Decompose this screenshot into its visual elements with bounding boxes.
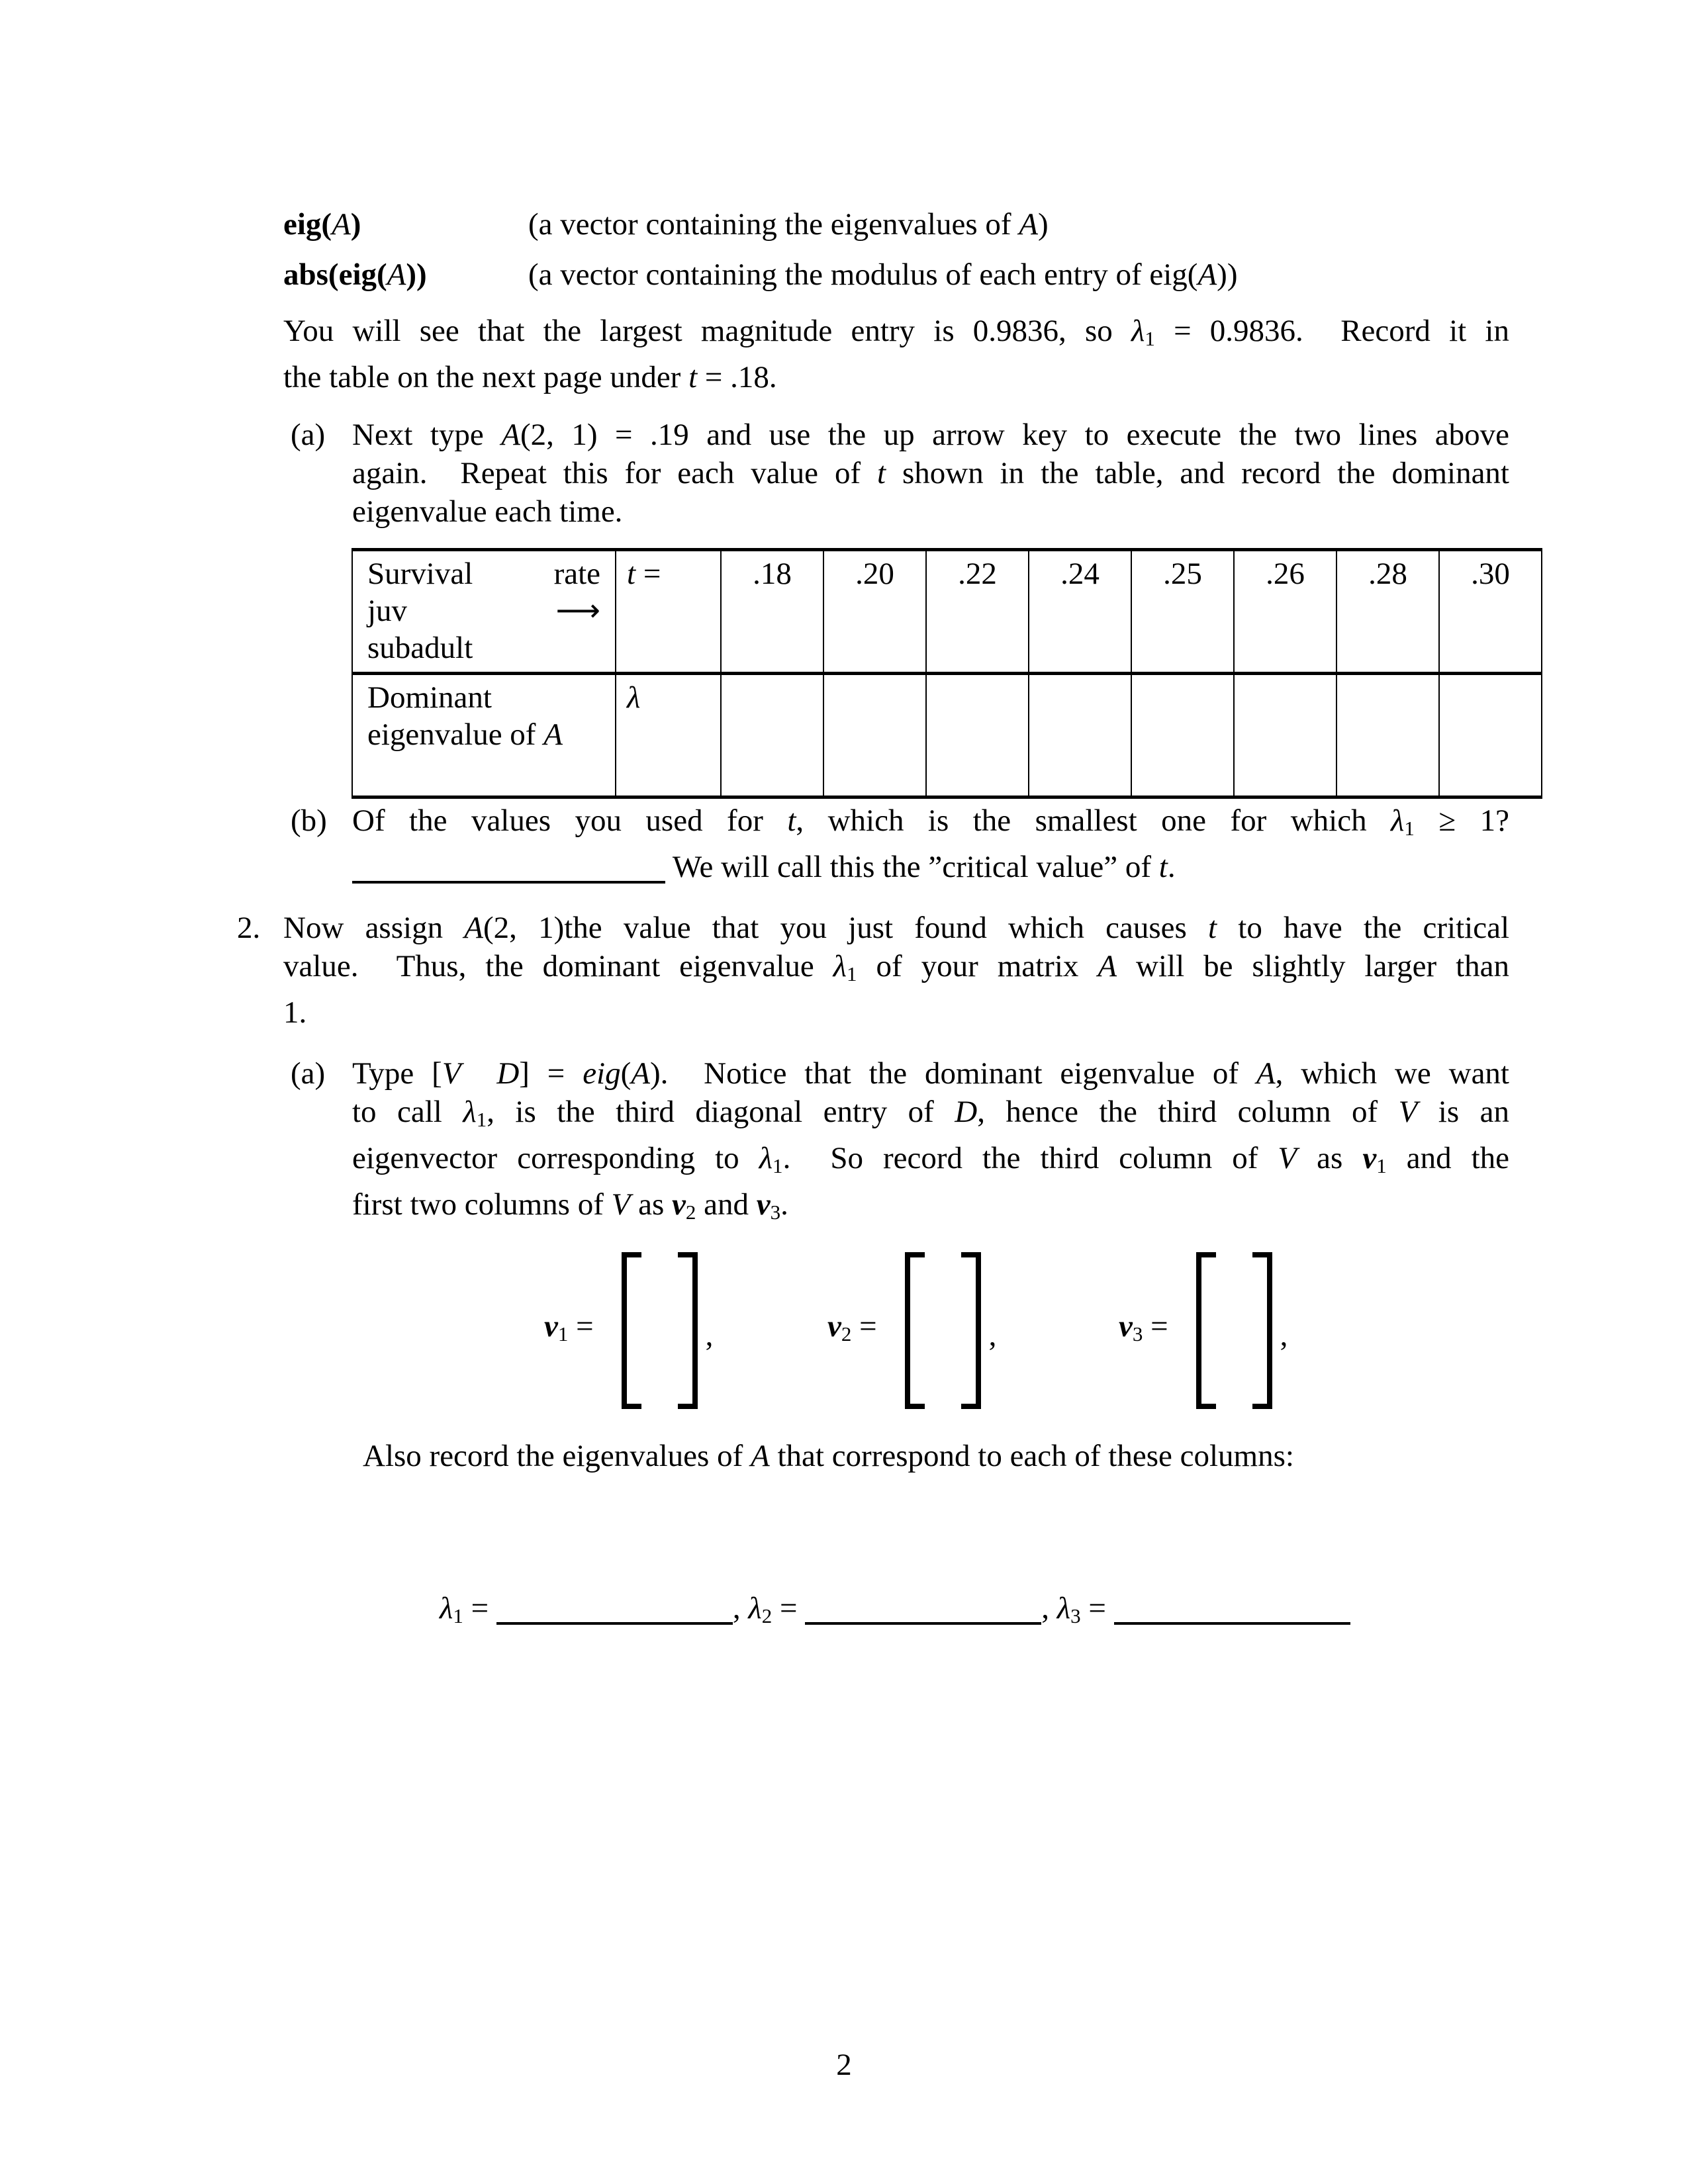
vector-v1-name: $v_1$ = (544, 1309, 594, 1345)
item-a-line: Next type A(2, 1) = .19 and use the up arrow key to execute the two lines above (352, 418, 1509, 452)
lambda-value-cell-6 (1234, 674, 1336, 797)
dominant-eigenvalue-line: eigenvalue of A (367, 717, 563, 752)
item-a-line: eigenvalue each time. (352, 494, 623, 529)
item-a (291, 416, 1509, 531)
abs-description: (a vector containing the modulus of each entry of eig(A)) (528, 257, 1238, 292)
paragraph-line: You will see that the largest magnitude entry is 0.9836, so $\lambda_1 = 0.9836$. Record it in (283, 314, 1509, 350)
vector-v3-name: $v_3$ = (1119, 1309, 1168, 1345)
vector-v1 (544, 1244, 713, 1416)
item-b-label: (b) (291, 803, 327, 838)
t-value-cell-2: .20 (823, 550, 926, 674)
item-b-line: Of the values you used for t, which is the smallest one for which $\lambda_1 \ge 1$? (352, 803, 1510, 840)
t-value-cell-8: .30 (1439, 550, 1542, 674)
t-value-cell-1: .18 (721, 550, 823, 674)
page-number: 2 (836, 2048, 852, 2082)
answer-blank (1114, 1622, 1350, 1625)
item-2-label: 2. (237, 911, 261, 945)
lambda-value-cell-5 (1131, 674, 1234, 797)
item-2a-label: (a) (291, 1056, 326, 1091)
also-record-line: Also record the eigenvalues of A that correspond to each of these columns: (363, 1439, 1294, 1473)
vector-v2-name: $v_2$ = (827, 1309, 877, 1345)
item-a-line: again. Repeat this for each value of t shown in the table, and record the dominant (352, 456, 1509, 490)
right-bracket-icon (1252, 1252, 1272, 1409)
dominant-eigenvalue-line: Dominant (367, 680, 492, 715)
answer-blank (496, 1622, 733, 1625)
lambda-value-cell-3 (926, 674, 1029, 797)
lambda-answer-row: $\lambda_1$ = , $\lambda_2$ = , $\lambda_3$ = (440, 1589, 1499, 1635)
eig-term: eig(A) (283, 207, 361, 242)
survival-header-line: subadult (367, 631, 473, 665)
definition-abs-line (283, 255, 1541, 294)
survival-header-cell (352, 550, 616, 674)
vector-comma: , (988, 1318, 997, 1353)
right-bracket-icon (678, 1252, 698, 1409)
item-2a-line: first two columns of V as $v_2$ and $v_3$. (352, 1187, 788, 1224)
item-2a-line: to call $\lambda_1$, is the third diagonal entry of D, hence the third column of V is an (352, 1095, 1509, 1131)
item-2-line: 1. (283, 995, 307, 1030)
lambda-value-cell-2 (823, 674, 926, 797)
survival-header-line: Survival rate (367, 557, 600, 591)
intro-paragraph (283, 312, 1509, 396)
left-bracket-icon (622, 1252, 641, 1409)
t-value-cell-7: .28 (1336, 550, 1439, 674)
t-value-cell-5: .25 (1131, 550, 1234, 674)
answer-blank (352, 881, 665, 884)
t-value-cell-3: .22 (926, 550, 1029, 674)
dominant-eigenvalue-cell (352, 674, 616, 797)
survival-rate-table (352, 548, 1542, 799)
item-2a (291, 1054, 1510, 1231)
t-value-cell-4: .24 (1029, 550, 1131, 674)
item-a-label: (a) (291, 418, 326, 452)
item-2-line: Now assign A(2, 1)the value that you just found which causes t to have the critical (283, 911, 1510, 945)
paragraph-line: the table on the next page under t = .18. (283, 359, 777, 394)
survival-header-line: juv ⟶ (367, 592, 600, 629)
vector-comma: , (1280, 1318, 1288, 1353)
item-2a-line: eigenvector corresponding to $\lambda_1$. So record the third column of V as $v_1$ and the (352, 1140, 1510, 1177)
left-bracket-icon (1196, 1252, 1216, 1409)
lambda-value-cell-1 (721, 674, 823, 797)
lambda-symbol-cell: λ (616, 674, 721, 797)
eig-description: (a vector containing the eigenvalues of A) (528, 207, 1049, 242)
item-b (291, 801, 1510, 886)
item-2 (237, 909, 1510, 1032)
item-2-line: value. Thus, the dominant eigenvalue $\lambda_1$ of your matrix A will be slightly larger than (283, 949, 1509, 985)
lambda-value-cell-7 (1336, 674, 1439, 797)
left-bracket-icon (905, 1252, 925, 1409)
vector-v3 (1119, 1244, 1288, 1416)
lambda-value-cell-4 (1029, 674, 1131, 797)
item-2a-line: Type [V D] = eig(A). Notice that the dominant eigenvalue of A, which we want (352, 1056, 1509, 1091)
answer-blank (805, 1622, 1041, 1625)
lambda-value-cell-8 (1439, 674, 1542, 797)
t-equals-cell: t = (616, 550, 721, 674)
abs-term: abs(eig(A)) (283, 257, 427, 292)
vector-v2 (827, 1244, 996, 1416)
definition-eig-line (283, 205, 1515, 244)
item-b-line: We will call this the ”critical value” of t. (352, 848, 1509, 886)
right-bracket-icon (961, 1252, 981, 1409)
vector-comma: , (705, 1318, 714, 1353)
t-value-cell-6: .26 (1234, 550, 1336, 674)
